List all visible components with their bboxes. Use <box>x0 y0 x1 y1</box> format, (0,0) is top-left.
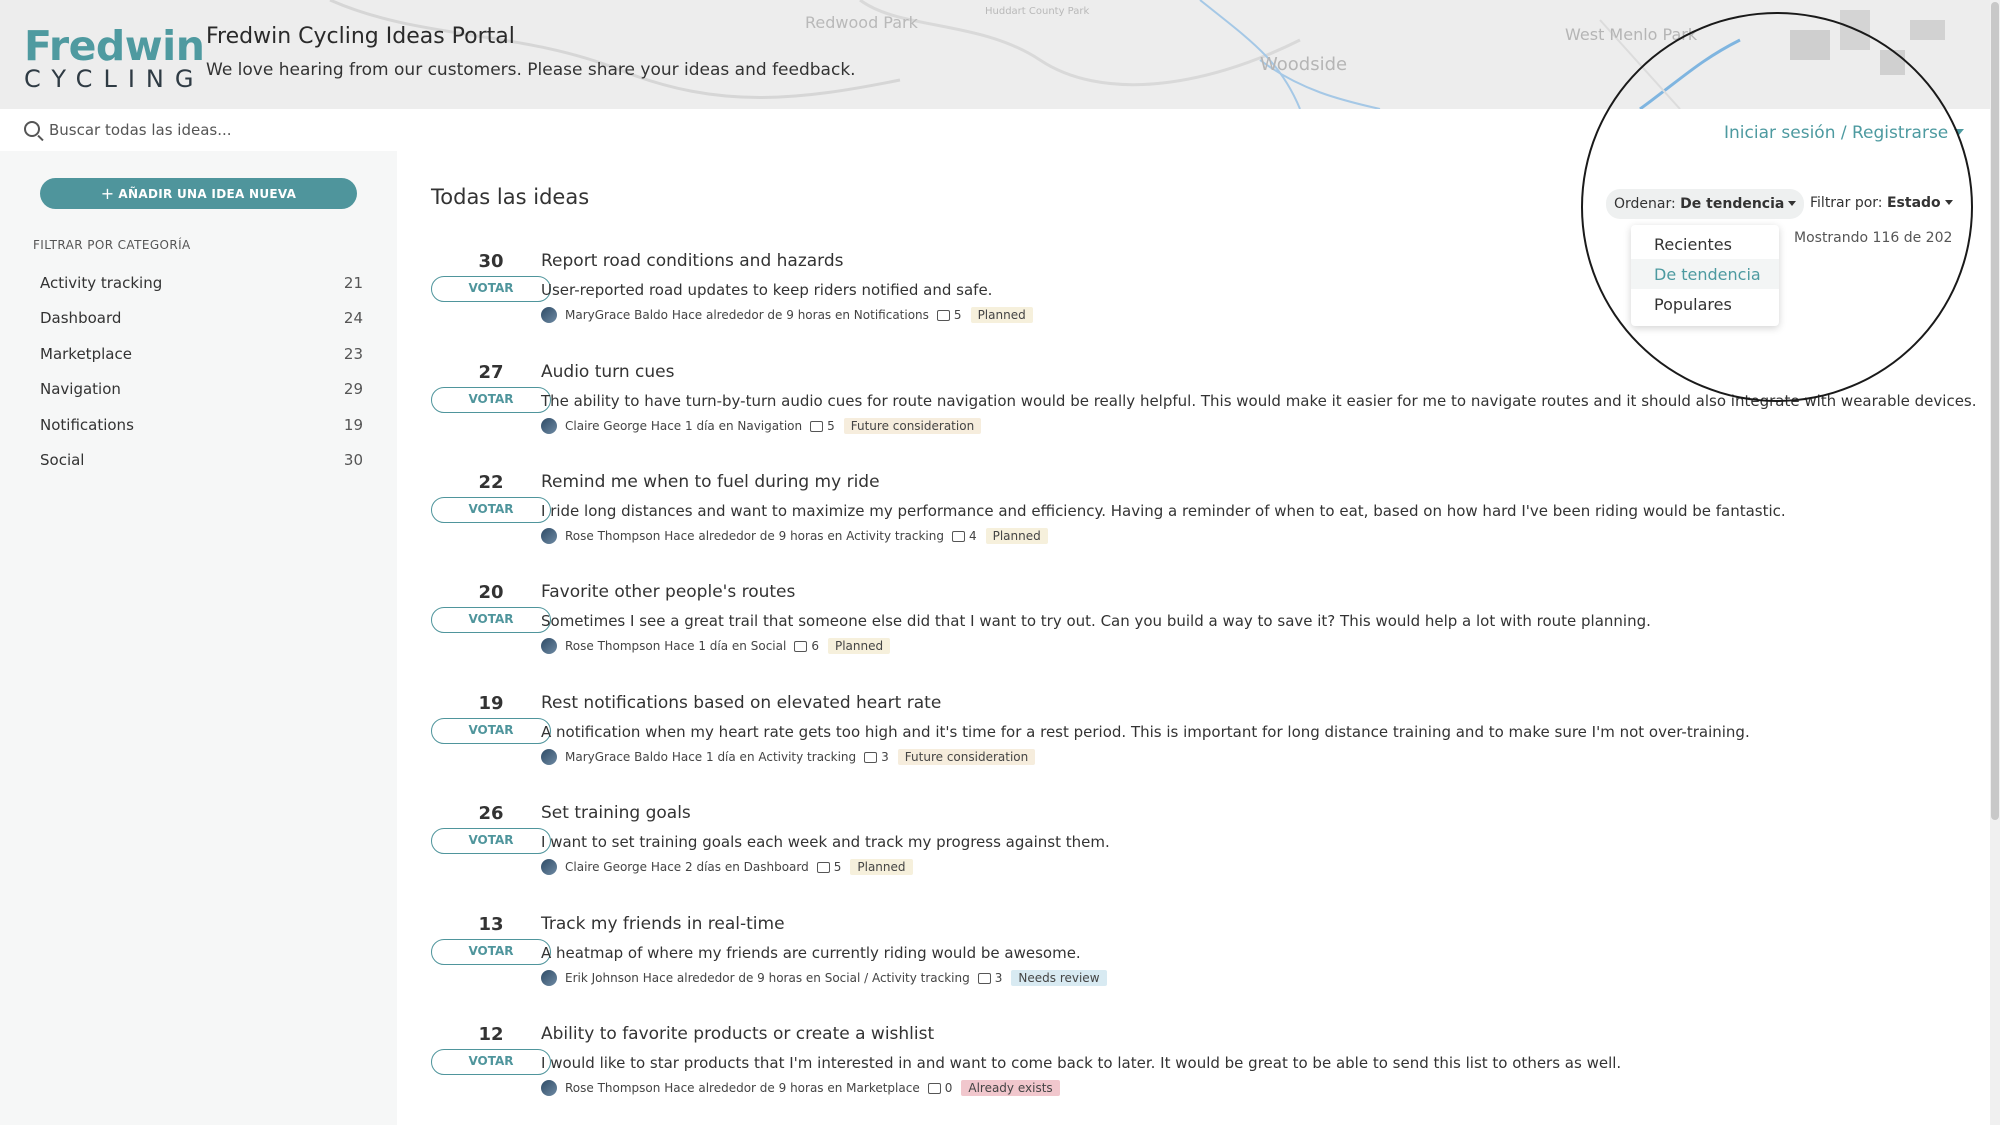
idea-meta <box>541 1080 1060 1096</box>
map-background <box>0 0 2000 109</box>
portal-title: Fredwin Cycling Ideas Portal <box>206 24 515 49</box>
idea-author-info: Claire George Hace 1 día en Navigation <box>565 419 803 433</box>
comment-icon <box>810 421 823 432</box>
logo-wordmark: Fredwin <box>24 22 205 70</box>
results-count: Mostrando 116 de 202 <box>1794 230 1953 246</box>
sort-dropdown[interactable] <box>1606 189 1804 219</box>
vote-count: 30 <box>478 251 504 272</box>
category-label: Dashboard <box>40 309 122 327</box>
avatar <box>541 859 557 875</box>
fredwin-logo[interactable] <box>24 22 205 93</box>
plus-icon: + <box>100 184 115 203</box>
comment-count: 6 <box>811 639 819 653</box>
idea-row <box>397 582 1990 692</box>
sort-value: De tendencia <box>1680 196 1785 212</box>
idea-meta <box>541 528 1048 544</box>
ideas-main <box>397 151 1990 1125</box>
avatar <box>541 749 557 765</box>
idea-description: Sometimes I see a great trail that someone else did that I want to try out. Can you build a way to save it? This would help a lot with route planning. <box>541 612 1651 630</box>
sort-option-recientes[interactable]: Recientes <box>1654 235 1732 254</box>
filter-dropdown[interactable] <box>1810 195 1953 211</box>
page-title: Todas las ideas <box>431 185 590 209</box>
sidebar-item-dashboard[interactable] <box>40 309 363 333</box>
idea-description: I would like to star products that I'm interested in and want to come back to later. It would be great to be able to send this list to others as well. <box>541 1054 1622 1072</box>
idea-row <box>397 693 1990 803</box>
idea-row <box>397 472 1990 582</box>
vote-count: 22 <box>478 472 504 493</box>
sidebar-item-marketplace[interactable] <box>40 345 363 369</box>
vote-count: 26 <box>478 803 504 824</box>
portal-header <box>0 0 2000 109</box>
idea-title[interactable]: Set training goals <box>541 803 691 823</box>
idea-author-info: MaryGrace Baldo Hace alrededor de 9 horas en Notifications <box>565 308 929 322</box>
comment-count: 4 <box>968 529 977 543</box>
avatar <box>541 418 557 434</box>
map-label: West Menlo Park <box>1565 25 1698 44</box>
idea-author-info: Rose Thompson Hace alrededor de 9 horas en Activity tracking <box>565 529 944 543</box>
sidebar-item-notifications[interactable] <box>40 416 363 440</box>
idea-meta <box>541 638 890 654</box>
vote-button[interactable]: VOTAR <box>431 276 551 302</box>
comment-count: 3 <box>994 971 1003 985</box>
vote-count: 19 <box>478 693 504 714</box>
comment-count: 5 <box>833 860 842 874</box>
logo-tagline: CYCLING <box>24 65 205 93</box>
vote-button[interactable]: VOTAR <box>431 1049 551 1075</box>
idea-description: I want to set training goals each week and track my progress against them. <box>541 833 1110 851</box>
vote-button[interactable]: VOTAR <box>431 939 551 965</box>
comment-icon <box>937 310 950 321</box>
status-badge: Already exists <box>961 1080 1059 1096</box>
avatar <box>541 528 557 544</box>
idea-description: User-reported road updates to keep riders notified and safe. <box>541 281 993 299</box>
sort-option-populares[interactable]: Populares <box>1654 295 1732 314</box>
filter-label: Filtrar por: <box>1810 195 1883 211</box>
chevron-down-icon <box>1954 129 1964 135</box>
category-count: 29 <box>343 380 363 398</box>
search-input[interactable] <box>49 119 649 141</box>
category-count: 21 <box>343 274 363 292</box>
map-label: Woodside <box>1260 54 1348 75</box>
sidebar-item-social[interactable] <box>40 451 363 475</box>
avatar <box>541 1080 557 1096</box>
vote-button[interactable]: VOTAR <box>431 718 551 744</box>
vote-count: 13 <box>478 914 504 935</box>
comment-icon <box>978 973 991 984</box>
idea-author-info: Erik Johnson Hace alrededor de 9 horas en Social / Activity tracking <box>565 971 970 985</box>
status-badge: Planned <box>850 859 912 875</box>
idea-description: I ride long distances and want to maximize my performance and efficiency. Having a reminder of when to eat, based on how hard I've been riding would be fantastic. <box>541 502 1786 520</box>
idea-description: A heatmap of where my friends are currently riding would be awesome. <box>541 944 1081 962</box>
status-badge: Future consideration <box>844 418 981 434</box>
sort-label: Ordenar: <box>1614 196 1676 212</box>
avatar <box>541 307 557 323</box>
comment-count: 5 <box>953 308 962 322</box>
category-count: 19 <box>343 416 363 434</box>
vote-count: 27 <box>478 362 504 383</box>
status-badge: Planned <box>986 528 1048 544</box>
vote-button[interactable]: VOTAR <box>431 387 551 413</box>
idea-row <box>397 362 1990 472</box>
search-icon <box>24 121 40 137</box>
idea-row <box>397 251 1990 361</box>
idea-description: A notification when my heart rate gets too high and it's time for a rest period. This is important for long distance training and to make sure I'm not over-training. <box>541 723 1750 741</box>
idea-author-info: Claire George Hace 2 días en Dashboard <box>565 860 809 874</box>
sidebar-item-navigation[interactable] <box>40 380 363 404</box>
idea-author-info: Rose Thompson Hace alrededor de 9 horas en Marketplace <box>565 1081 920 1095</box>
status-badge: Planned <box>971 307 1033 323</box>
portal-subtitle: We love hearing from our customers. Please share your ideas and feedback. <box>206 60 856 80</box>
comment-count: 3 <box>881 750 889 764</box>
scrollbar-thumb[interactable] <box>1991 2 1999 820</box>
filter-value: Estado <box>1886 195 1941 211</box>
vote-button[interactable]: VOTAR <box>431 607 551 633</box>
idea-meta <box>541 307 1033 323</box>
category-label: Social <box>40 451 85 469</box>
status-badge: Needs review <box>1011 970 1106 986</box>
idea-row <box>397 1024 1990 1134</box>
idea-description: The ability to have turn-by-turn audio cues for route navigation would be really helpful. This would make it easier for me to navigate routes and it should also integrate with wearable devices. <box>541 392 1977 410</box>
signin-label: Iniciar sesión / Registrarse <box>1724 123 1949 143</box>
add-idea-button[interactable] <box>40 178 357 209</box>
comment-icon <box>794 641 807 652</box>
vote-button[interactable]: VOTAR <box>431 828 551 854</box>
comment-icon <box>928 1083 941 1094</box>
map-label: Huddart County Park <box>985 6 1090 17</box>
idea-title[interactable]: Report road conditions and hazards <box>541 251 844 271</box>
avatar <box>541 638 557 654</box>
idea-row <box>397 914 1990 1024</box>
search-bar <box>0 109 1990 151</box>
page-scrollbar[interactable] <box>1990 0 2000 1125</box>
chevron-down-icon <box>1945 200 1953 205</box>
map-label: Redwood Park <box>805 13 918 32</box>
category-filter-heading: FILTRAR POR CATEGORÍA <box>33 238 191 252</box>
category-label: Notifications <box>40 416 134 434</box>
idea-author-info: Rose Thompson Hace 1 día en Social <box>565 639 787 653</box>
category-count: 24 <box>343 309 363 327</box>
idea-meta <box>541 749 1035 765</box>
avatar <box>541 970 557 986</box>
idea-author-info: MaryGrace Baldo Hace 1 día en Activity tracking <box>565 750 857 764</box>
signin-register-link[interactable] <box>1724 123 1964 143</box>
add-idea-label: AÑADIR UNA IDEA NUEVA <box>118 187 297 201</box>
chevron-down-icon <box>1788 201 1796 206</box>
sort-option-de-tendencia[interactable]: De tendencia <box>1654 265 1761 284</box>
comment-icon <box>952 531 965 542</box>
sidebar-item-activity-tracking[interactable] <box>40 274 363 298</box>
idea-meta <box>541 859 913 875</box>
idea-title[interactable]: Track my friends in real-time <box>541 914 785 934</box>
status-badge: Future consideration <box>898 749 1035 765</box>
comment-icon <box>864 752 877 763</box>
category-label: Marketplace <box>40 345 132 363</box>
idea-meta <box>541 970 1107 986</box>
category-count: 23 <box>343 345 363 363</box>
idea-title[interactable]: Remind me when to fuel during my ride <box>541 472 880 492</box>
comment-count: 0 <box>944 1081 953 1095</box>
idea-meta <box>541 418 981 434</box>
vote-count: 12 <box>478 1024 504 1045</box>
category-label: Activity tracking <box>40 274 163 292</box>
comment-count: 5 <box>827 419 835 433</box>
idea-title[interactable]: Audio turn cues <box>541 362 675 382</box>
idea-row <box>397 803 1990 913</box>
comment-icon <box>817 862 830 873</box>
vote-button[interactable]: VOTAR <box>431 497 551 523</box>
sidebar <box>0 151 397 1125</box>
category-count: 30 <box>343 451 363 469</box>
category-label: Navigation <box>40 380 121 398</box>
idea-title[interactable]: Ability to favorite products or create a wishlist <box>541 1024 935 1044</box>
vote-count: 20 <box>478 582 504 603</box>
status-badge: Planned <box>828 638 890 654</box>
idea-title[interactable]: Rest notifications based on elevated heart rate <box>541 693 942 713</box>
idea-title[interactable]: Favorite other people's routes <box>541 582 796 602</box>
